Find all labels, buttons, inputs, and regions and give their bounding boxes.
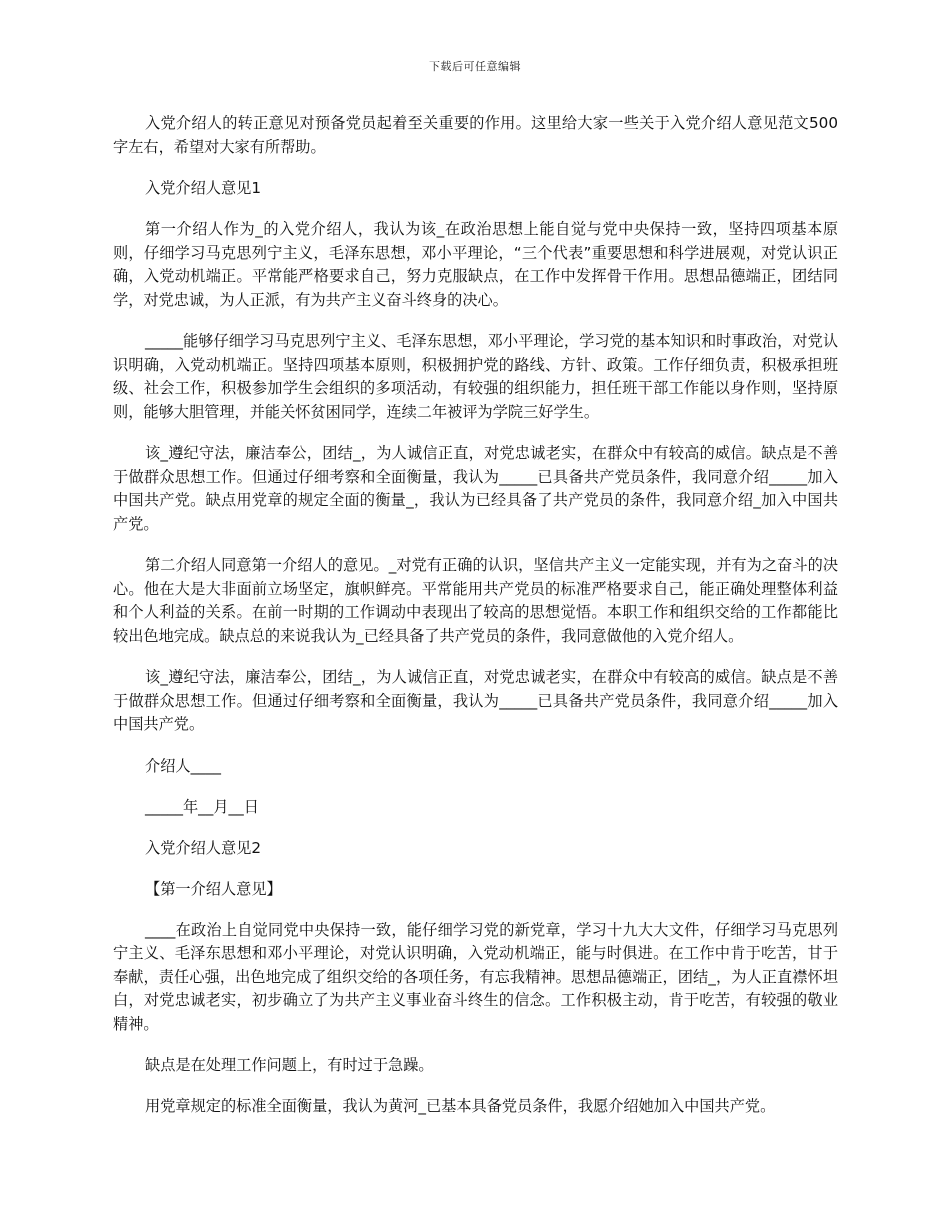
page-header-note: 下载后可任意编辑 bbox=[429, 60, 521, 73]
section-heading-1: 入党介绍人意见1 bbox=[145, 179, 261, 197]
date-line: _____年__月__日 bbox=[145, 797, 259, 816]
second-introducer-paragraph: 第二介绍人同意第一介绍人的意见。_对党有正确的认识，坚信共产主义一定能实现，并有为之奋斗的决心。他在大是大非面前立场坚定，旗帜鲜亮。平常能用共产党员的标准严格要求自己，能正确处理整体利益和个人利益的关系。在前一时期的工作调动中表现出了较高的思想觉悟。本职工作和组织交给的工作都能比较出色地完成。缺点总的来说我认为_已经具备了共产党员的条件，我同意做他的入党介绍人。 bbox=[113, 556, 838, 645]
first-introducer-heading: 【第一介绍人意见】 bbox=[145, 879, 282, 898]
document-body bbox=[113, 112, 838, 1136]
discipline-paragraph: 该_遵纪守法，廉洁奉公，团结_，为人诚信正直，对党忠诚老实，在群众中有较高的威信。缺点是不善于做群众思想工作。但通过仔细考察和全面衡量，我认为_____已具备共产党员条件，我同意介绍_____加入中国共产党。缺点用党章的规定全面的衡量_，我认为已经具备了共产党员的条件，我同意介绍_加入中国共产党。 bbox=[113, 444, 838, 533]
intro-paragraph: 入党介绍人的转正意见对预备党员起着至关重要的作用。这里给大家一些关于入党介绍人意见范文500字左右，希望对大家有所帮助。 bbox=[113, 114, 838, 156]
introducer-signature-line: 介绍人____ bbox=[145, 756, 221, 775]
first-introducer-paragraph: 第一介绍人作为_的入党介绍人，我认为该_在政治思想上能自觉与党中央保持一致，坚持四项基本原则，仔细学习马克思列宁主义，毛泽东思想，邓小平理论，“三个代表”重要思想和科学进展观，对党认识正确，入党动机端正。平常能严格要求自己，努力克服缺点，在工作中发挥骨干作用。思想品德端正，团结同学，对党忠诚，为人正派，有为共产主义奋斗终身的决心。 bbox=[113, 220, 838, 309]
discipline-paragraph-repeat: 该_遵纪守法，廉洁奉公，团结_，为人诚信正直，对党忠诚老实，在群众中有较高的威信。缺点是不善于做群众思想工作。但通过仔细考察和全面衡量，我认为_____已具备共产党员条件，我同意介绍_____加入中国共产党。 bbox=[113, 668, 838, 733]
study-paragraph: _____能够仔细学习马克思列宁主义、毛泽东思想，邓小平理论，学习党的基本知识和时事政治，对党认识明确，入党动机端正。坚持四项基本原则，积极拥护党的路线、方针、政策。工作仔细负责，积极承担班级、社会工作，积极参加学生会组织的多项活动，有较强的组织能力，担任班干部工作能以身作则，坚持原则，能够大胆管理，并能关怀贫困同学，连续二年被评为学院三好学生。 bbox=[113, 332, 838, 421]
political-paragraph: ____在政治上自觉同党中央保持一致，能仔细学习党的新党章，学习十九大大文件，仔细学习马克思列宁主义、毛泽东思想和邓小平理论，对党认识明确，入党动机端正，能与时俱进。在工作中肯于吃苦，甘于奉献，责任心强，出色地完成了组织交给的各项任务，有忘我精神。思想品德端正，团结_，为人正直襟怀坦白，对党忠诚老实，初步确立了为共产主义事业奋斗终生的信念。工作积极主动，肯于吃苦，有较强的敬业精神。 bbox=[113, 920, 838, 1033]
section-heading-2: 入党介绍人意见2 bbox=[145, 838, 261, 857]
conclusion-paragraph: 用党章规定的标准全面衡量，我认为黄河_已基本具备党员条件，我愿介绍她加入中国共产党。 bbox=[145, 1097, 776, 1115]
shortcoming-paragraph: 缺点是在处理工作问题上，有时过于急躁。 bbox=[145, 1056, 434, 1074]
